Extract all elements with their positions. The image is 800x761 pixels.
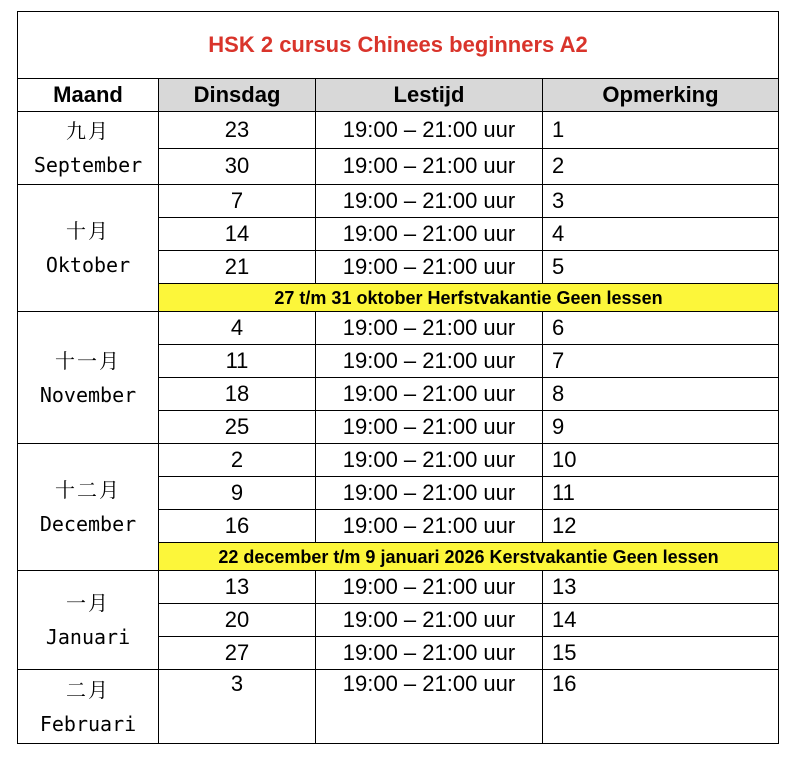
lesson-day: 16 [159,510,316,543]
lesson-time: 19:00 – 21:00 uur [316,218,543,251]
lesson-day: 25 [159,411,316,444]
lesson-day: 18 [159,378,316,411]
lesson-day: 9 [159,477,316,510]
table-row [18,670,779,744]
lesson-note: 6 [543,312,779,345]
lesson-note: 11 [543,477,779,510]
month-chinese: 十二月 [55,478,121,502]
lesson-time: 19:00 – 21:00 uur [316,112,543,149]
lesson-note: 14 [543,604,779,637]
month-cell-september [18,112,159,185]
month-dutch: Februari [39,712,137,736]
lesson-time: 19:00 – 21:00 uur [316,312,543,345]
month-cell-januari [18,571,159,670]
month-dutch: November [39,382,137,407]
lesson-note: 8 [543,378,779,411]
lesson-time: 19:00 – 21:00 uur [316,637,543,670]
lesson-day: 14 [159,218,316,251]
month-chinese: 一月 [66,591,110,615]
month-chinese: 十一月 [55,348,121,373]
lesson-note: 4 [543,218,779,251]
lesson-day: 27 [159,637,316,670]
month-chinese: 九月 [66,119,110,143]
lesson-time: 19:00 – 21:00 uur [316,604,543,637]
lesson-day: 30 [159,148,316,185]
lesson-day: 2 [159,444,316,477]
lesson-note: 9 [543,411,779,444]
month-dutch: September [33,153,143,177]
month-dutch: December [39,512,137,536]
table-row [18,444,779,477]
lesson-note: 10 [543,444,779,477]
lesson-day: 11 [159,345,316,378]
header-month: Maand [18,79,159,112]
lesson-day: 3 [159,670,316,744]
holiday-notice-christmas: 22 december t/m 9 januari 2026 Kerstvakantie Geen lessen [159,543,779,571]
title-row [18,12,779,79]
page-title: HSK 2 cursus Chinees beginners A2 [18,12,779,79]
month-chinese: 十月 [66,219,110,243]
holiday-notice-autumn: 27 t/m 31 oktober Herfstvakantie Geen lessen [159,284,779,312]
lesson-time: 19:00 – 21:00 uur [316,571,543,604]
table-row [18,112,779,149]
table-row [18,312,779,345]
month-cell-december [18,444,159,571]
header-row [18,79,779,112]
lesson-time: 19:00 – 21:00 uur [316,251,543,284]
lesson-day: 7 [159,185,316,218]
header-note: Opmerking [543,79,779,112]
lesson-day: 4 [159,312,316,345]
lesson-note: 15 [543,637,779,670]
lesson-time: 19:00 – 21:00 uur [316,670,543,744]
lesson-note: 13 [543,571,779,604]
lesson-day: 21 [159,251,316,284]
lesson-time: 19:00 – 21:00 uur [316,411,543,444]
lesson-note: 3 [543,185,779,218]
header-day: Dinsdag [159,79,316,112]
lesson-time: 19:00 – 21:00 uur [316,148,543,185]
month-cell-november [18,312,159,444]
lesson-time: 19:00 – 21:00 uur [316,510,543,543]
month-dutch: Januari [45,625,131,649]
lesson-time: 19:00 – 21:00 uur [316,444,543,477]
lesson-time: 19:00 – 21:00 uur [316,345,543,378]
table-row [18,185,779,218]
lesson-note: 16 [543,670,779,744]
lesson-day: 23 [159,112,316,149]
month-chinese: 二月 [66,678,110,702]
schedule-table [17,11,779,744]
month-dutch: Oktober [45,253,131,277]
month-cell-oktober [18,185,159,312]
lesson-time: 19:00 – 21:00 uur [316,185,543,218]
lesson-time: 19:00 – 21:00 uur [316,477,543,510]
lesson-time: 19:00 – 21:00 uur [316,378,543,411]
lesson-note: 2 [543,148,779,185]
lesson-day: 13 [159,571,316,604]
lesson-note: 12 [543,510,779,543]
table-row [18,571,779,604]
lesson-note: 5 [543,251,779,284]
lesson-note: 1 [543,112,779,149]
header-time: Lestijd [316,79,543,112]
lesson-note: 7 [543,345,779,378]
lesson-day: 20 [159,604,316,637]
month-cell-februari [18,670,159,744]
